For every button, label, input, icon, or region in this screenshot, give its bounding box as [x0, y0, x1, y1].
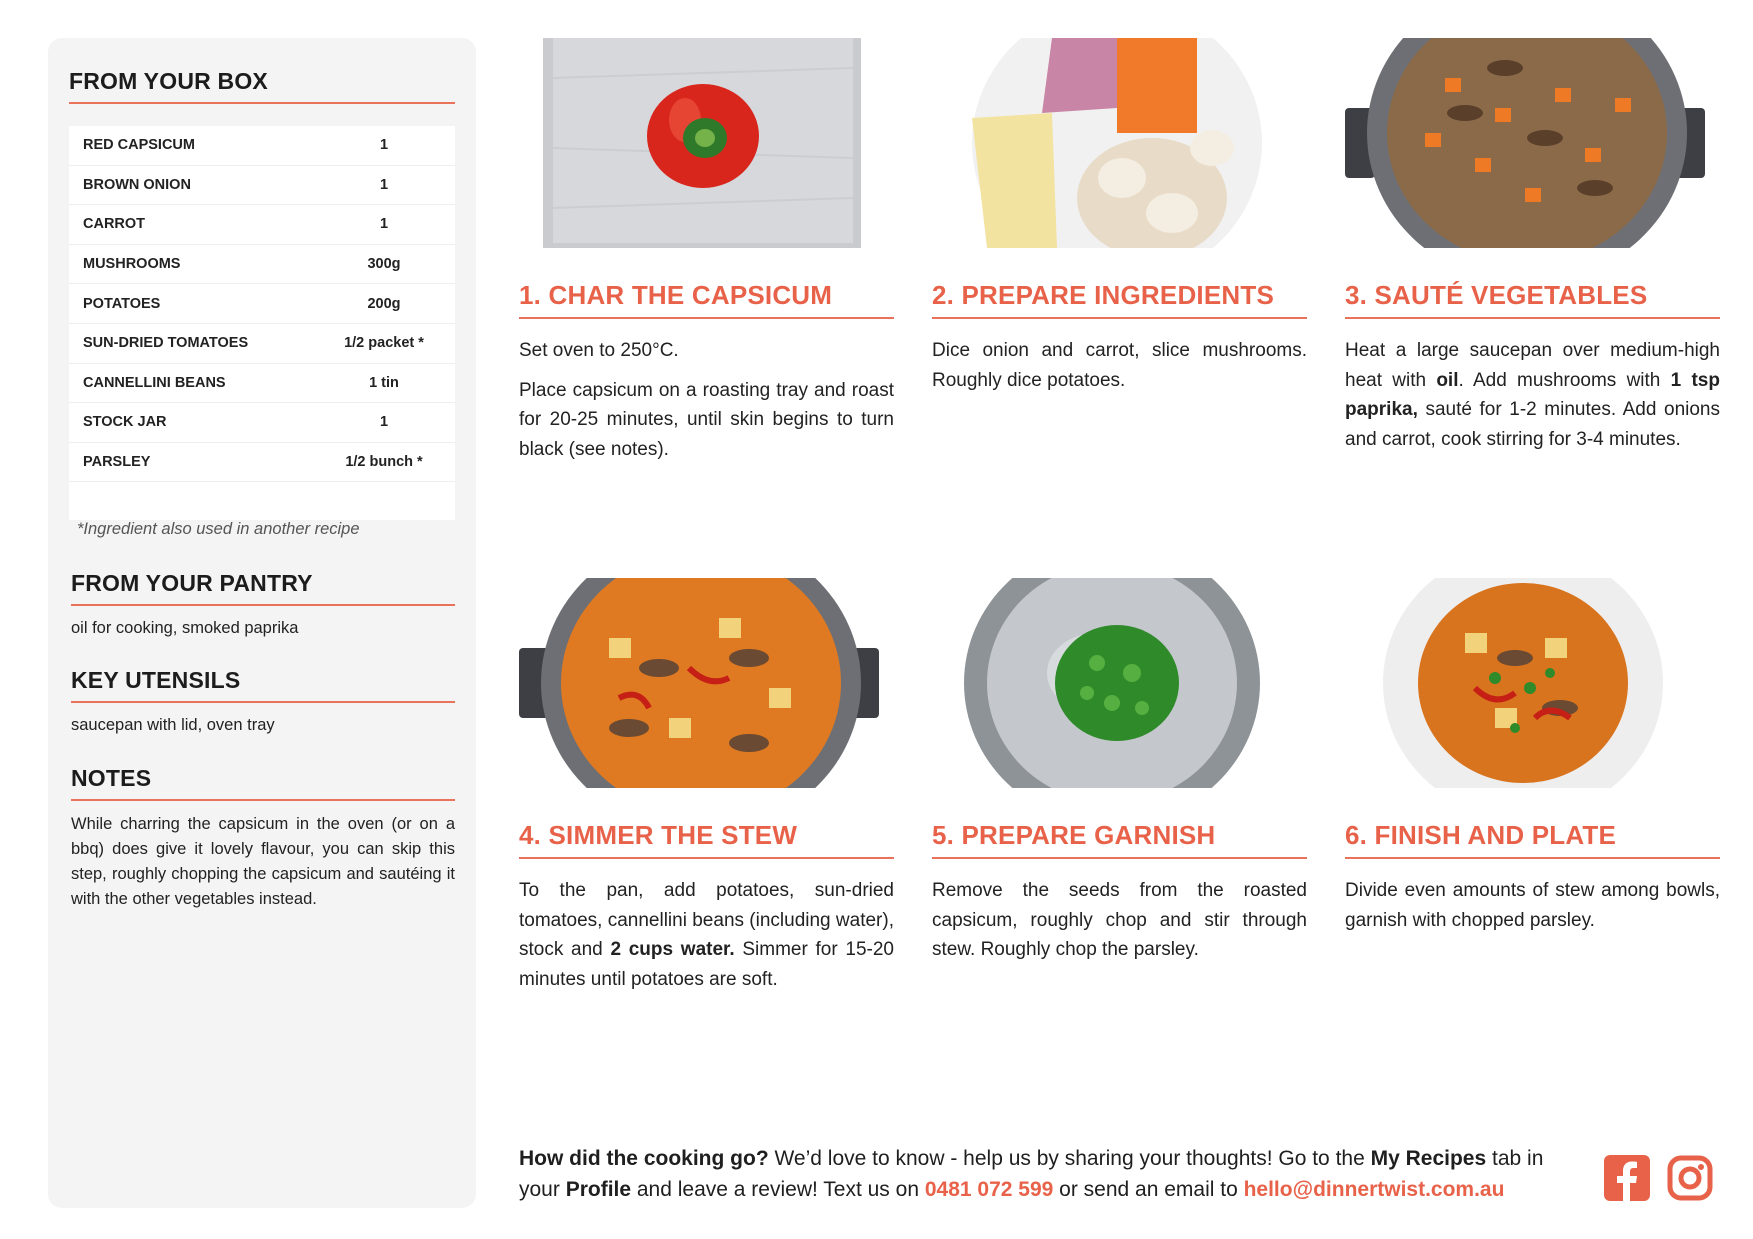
table-row: [69, 363, 455, 403]
email-link[interactable]: hello@dinnertwist.com.au: [1243, 1178, 1505, 1201]
notes-text: While charring the capsicum in the oven (or on a bbq) does give it lovely flavour, you can skip this step, roughly chopping the capsicum and sautéing it with the other vegetables instead.: [71, 815, 455, 908]
step-2-title: 2. PREPARE INGREDIENTS: [932, 280, 1307, 319]
step-6-title: 6. FINISH AND PLATE: [1345, 820, 1720, 859]
table-row: [69, 323, 455, 363]
step-3-text-1: Heat a large saucepan over medium-high heat with: [1345, 340, 1720, 391]
ingredient-name: PARSLEY: [69, 442, 313, 482]
step-5-title: 5. PREPARE GARNISH: [932, 820, 1307, 859]
ingredient-qty: 200g: [313, 284, 455, 324]
step-4-image: [519, 578, 894, 788]
step-4-bold-1: 2 cups water.: [610, 939, 735, 960]
ingredient-qty: 1: [313, 403, 455, 443]
ingredient-qty: 1: [313, 165, 455, 205]
step-4-title: 4. SIMMER THE STEW: [519, 820, 894, 859]
footer-text-1: We’d love to know - help us by sharing your thoughts! Go to the: [768, 1147, 1371, 1170]
step-3-body: [1345, 336, 1720, 464]
step-6-image: [1345, 578, 1720, 788]
pantry-text: oil for cooking, smoked paprika: [71, 619, 299, 637]
ingredients-table: [69, 126, 455, 520]
step-5-body: [932, 876, 1307, 975]
step-4-paragraph-1: [519, 876, 894, 994]
instagram-icon[interactable]: [1667, 1155, 1713, 1201]
ingredient-qty: 1/2 packet *: [313, 323, 455, 363]
from-your-box-heading: FROM YOUR BOX: [69, 68, 455, 104]
table-row: [69, 126, 455, 165]
ingredient-qty: 300g: [313, 244, 455, 284]
facebook-icon[interactable]: [1604, 1155, 1650, 1201]
feedback-footer: [519, 1143, 1589, 1205]
table-row: [69, 442, 455, 482]
step-2-image: [932, 38, 1307, 248]
step-1-paragraph-1: Set oven to 250°C.: [519, 340, 679, 361]
step-6-paragraph-1: Divide even amounts of stew among bowls, garnish with chopped parsley.: [1345, 880, 1720, 931]
empty-cell: [313, 482, 455, 521]
ingredients-sidebar: [48, 38, 476, 1208]
step-1-image: [519, 38, 894, 248]
ingredient-qty: 1/2 bunch *: [313, 442, 455, 482]
ingredient-name: SUN-DRIED TOMATOES: [69, 323, 313, 363]
step-3-bold-1: oil: [1436, 369, 1459, 391]
empty-cell: [69, 482, 313, 521]
step-2-paragraph-1: Dice onion and carrot, slice mushrooms. Roughly dice potatoes.: [932, 340, 1307, 391]
ingredient-qty: 1: [313, 205, 455, 245]
ingredient-name: POTATOES: [69, 284, 313, 324]
table-row: [69, 244, 455, 284]
ingredient-name: CARROT: [69, 205, 313, 245]
footer-text-4: or send an email to: [1053, 1178, 1244, 1201]
step-4-text-2: Simmer for 15-20 minutes until potatoes are soft.: [519, 939, 895, 990]
ingredient-name: BROWN ONION: [69, 165, 313, 205]
table-row: [69, 403, 455, 443]
step-3-text-2: . Add mushrooms with: [1458, 369, 1671, 391]
footer-text-3: and leave a review! Text us on: [631, 1178, 925, 1201]
step-2-body: [932, 336, 1307, 405]
step-1-paragraph-2: Place capsicum on a roasting tray and roast for 20-25 minutes, until skin begins to turn black (see notes).: [519, 379, 894, 460]
ingredient-qty: 1: [313, 126, 455, 165]
step-3-paragraph-1: [1345, 336, 1720, 454]
key-utensils-heading: KEY UTENSILS: [71, 667, 455, 703]
footer-question: How did the cooking go?: [519, 1147, 769, 1170]
step-3-title: 3. SAUTÉ VEGETABLES: [1345, 280, 1720, 319]
table-row: [69, 205, 455, 245]
step-5-paragraph-1: Remove the seeds from the roasted capsicum, roughly chop and stir through stew. Roughly chop the parsley.: [932, 880, 1307, 960]
utensils-text: saucepan with lid, oven tray: [71, 716, 275, 734]
step-1-title: 1. CHAR THE CAPSICUM: [519, 280, 894, 319]
step-3-text-3: sauté for 1-2 minutes. Add onions and carrot, cook stirring for 3-4 minutes.: [1345, 399, 1720, 450]
footer-text-2: tab in your: [519, 1147, 1544, 1201]
from-your-pantry-heading: FROM YOUR PANTRY: [71, 570, 455, 606]
step-3-bold-2: 1 tsp paprika,: [1345, 369, 1720, 420]
ingredient-qty: 1 tin: [313, 363, 455, 403]
ingredient-footnote: *Ingredient also used in another recipe: [77, 520, 360, 538]
notes-heading: NOTES: [71, 765, 455, 801]
table-row: [69, 165, 455, 205]
step-4-text-1: To the pan, add potatoes, sun-dried tomatoes, cannellini beans (including water), stock and: [519, 880, 894, 960]
ingredient-name: CANNELLINI BEANS: [69, 363, 313, 403]
step-1-body: [519, 336, 894, 474]
step-4-body: [519, 876, 894, 1004]
phone-link[interactable]: 0481 072 599: [924, 1178, 1054, 1201]
step-5-image: [932, 578, 1307, 788]
step-3-image: [1345, 38, 1720, 248]
ingredient-name: STOCK JAR: [69, 403, 313, 443]
my-recipes-link[interactable]: My Recipes: [1370, 1147, 1487, 1170]
profile-link[interactable]: Profile: [565, 1178, 632, 1201]
ingredient-name: MUSHROOMS: [69, 244, 313, 284]
step-6-body: [1345, 876, 1720, 945]
table-row-empty: [69, 482, 455, 521]
table-row: [69, 284, 455, 324]
ingredient-name: RED CAPSICUM: [69, 126, 313, 165]
